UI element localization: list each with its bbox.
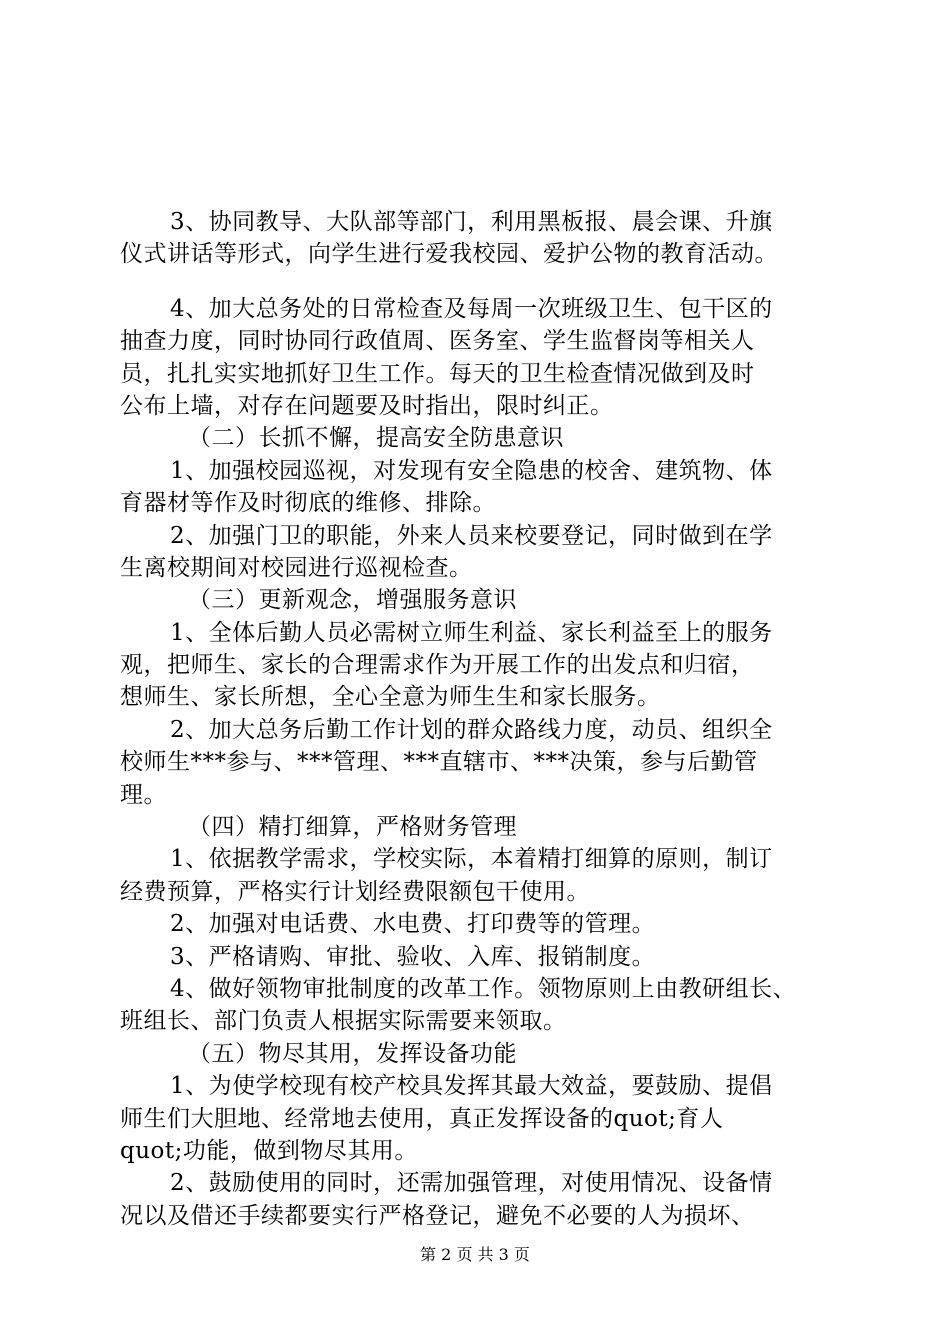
text-line: 校师生***参与、***管理、***直辖市、***决策，参与后勤管 (120, 749, 758, 776)
text-line: 4、加大总务处的日常检查及每周一次班级卫生、包干区的 (170, 295, 773, 322)
text-line: 员，扎扎实实地抓好卫生工作。每天的卫生检查情况做到及时 (120, 360, 755, 387)
text-line: 班组长、部门负责人根据实际需要来领取。 (120, 1008, 567, 1035)
text-line: 2、加强对电话费、水电费、打印费等的管理。 (170, 911, 656, 938)
text-line: 观，把师生、家长的合理需求作为开展工作的出发点和归宿， (120, 652, 755, 679)
text-line: 1、为使学校现有校产校具发挥其最大效益，要鼓励、提倡 (170, 1073, 773, 1100)
text-line: 想师生、家长所想，全心全意为师生生和家长服务。 (120, 684, 661, 711)
section-heading: （四）精打细算，严格财务管理 (188, 814, 517, 841)
section-heading: （二）长抓不懈，提高安全防患意识 (188, 425, 564, 452)
text-line: 4、做好领物审批制度的改革工作。领物原则上由教研组长、 (170, 975, 797, 1002)
text-line: 况以及借还手续都要实行严格登记，避免不必要的人为损坏、 (120, 1202, 755, 1229)
document-body (120, 206, 840, 1232)
text-line: 理。 (120, 781, 167, 808)
text-line: 2、加强门卫的职能，外来人员来校要登记，同时做到在学 (170, 522, 773, 549)
section-heading: （五）物尽其用，发挥设备功能 (188, 1040, 517, 1067)
text-line: 3、严格请购、审批、验收、入库、报销制度。 (170, 943, 656, 970)
text-line: 2、加大总务后勤工作计划的群众路线力度，动员、组织全 (170, 716, 773, 743)
text-line: 育器材等作及时彻底的维修、排除。 (120, 490, 496, 517)
text-line: quot;功能，做到物尽其用。 (120, 1137, 418, 1164)
text-line: 经费预算，严格实行计划经费限额包干使用。 (120, 878, 590, 905)
text-line: 3、协同教导、大队部等部门，利用黑板报、晨会课、升旗 (170, 209, 773, 235)
text-line: 抽查力度，同时协同行政值周、医务室、学生监督岗等相关人 (120, 328, 755, 355)
text-line: 仪式讲话等形式，向学生进行爱我校园、爱护公物的教育活动。 (120, 241, 778, 268)
page-footer: 第 2 页 共 3 页 (420, 1245, 530, 1264)
text-line: 1、依据教学需求，学校实际，本着精打细算的原则，制订 (170, 846, 773, 873)
text-line: 师生们大胆地、经常地去使用，真正发挥设备的quot;育人 (120, 1105, 724, 1132)
text-line: 1、加强校园巡视，对发现有安全隐患的校舍、建筑物、体 (170, 457, 773, 484)
section-heading: （三）更新观念，增强服务意识 (188, 587, 517, 614)
paragraph-gap (120, 271, 840, 293)
text-line: 生离校期间对校园进行巡视检查。 (120, 554, 473, 581)
text-line: 1、全体后勤人员必需树立师生利益、家长利益至上的服务 (170, 619, 773, 646)
text-line: 2、鼓励使用的同时，还需加强管理，对使用情况、设备情 (170, 1170, 773, 1197)
text-line: 公布上墙，对存在问题要及时指出，限时纠正。 (120, 392, 614, 419)
